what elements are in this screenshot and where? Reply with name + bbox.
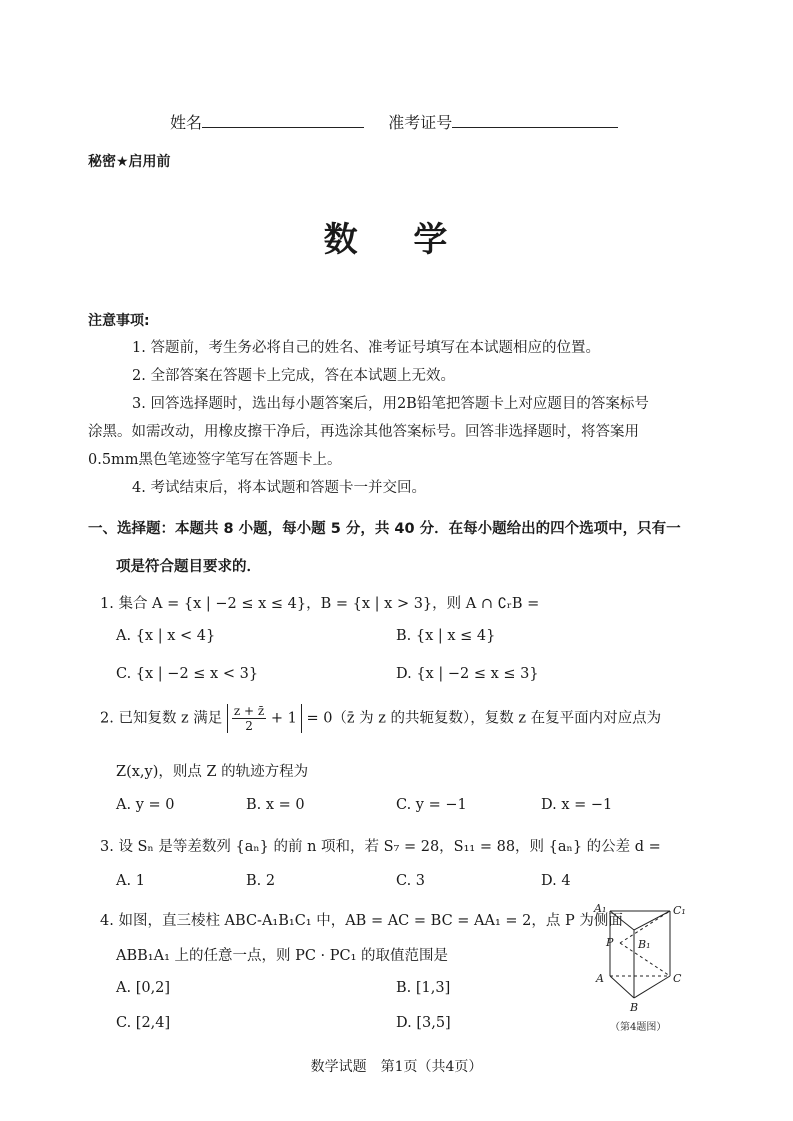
note-item: 4. 考试结束后，将本试题和答题卡一并交回。: [132, 480, 426, 496]
edge-b1c1: [634, 911, 670, 930]
q1-option-d: D. {x | −2 ≤ x ≤ 3}: [396, 666, 539, 682]
note-item: 涂黑。如需改动，用橡皮擦干净后，再选涂其他答案标号。回答非选择题时，将答案用: [88, 424, 639, 440]
question-2-stem: [100, 704, 661, 733]
question-2-stem-line2: Z(x,y)，则点 Z 的轨迹方程为: [116, 764, 309, 780]
notes-block: [88, 334, 698, 502]
q4-option-a: A. [0,2]: [116, 980, 171, 996]
fraction: [232, 704, 266, 733]
q1-option-c: C. {x | −2 ≤ x < 3}: [116, 666, 259, 682]
name-label: 姓名: [170, 113, 203, 132]
q2-plus-one: + 1: [270, 710, 297, 727]
q2-option-c: C. y = −1: [396, 797, 467, 813]
label-b1: B₁: [638, 938, 651, 951]
edge-a1b1: [610, 911, 634, 930]
q1-option-a: A. {x | x < 4}: [116, 628, 216, 644]
exam-id-label: 准考证号: [388, 113, 453, 132]
question-3-stem: 3. 设 Sₙ 是等差数列 {aₙ} 的前 n 项和，若 S₇ = 28，S₁₁ = 88，则 {aₙ} 的公差 d =: [100, 839, 661, 855]
q2-option-b: B. x = 0: [246, 797, 305, 813]
exam-id-blank: [452, 113, 618, 128]
edge-ab: [610, 976, 634, 998]
fraction-denominator: 2: [245, 719, 253, 733]
label-c1: C₁: [673, 904, 686, 917]
notes-heading: 注意事项:: [88, 313, 150, 329]
figure-caption: （第4题图）: [610, 1022, 667, 1033]
page-title: 数 学: [323, 220, 470, 260]
q2-stem-part: 2. 已知复数 z 满足: [100, 710, 223, 727]
q2-stem-rest: = 0（z̄ 为 z 的共轭复数），复数 z 在复平面内对应点为: [306, 710, 662, 727]
label-c: C: [673, 972, 682, 985]
section-heading: 一、选择题：本题共 8 小题，每小题 5 分，共 40 分．在每小题给出的四个选项中，只有一: [88, 521, 681, 537]
q4-option-b: B. [1,3]: [396, 980, 451, 996]
edge-bc: [634, 976, 670, 998]
name-blank: [202, 113, 364, 128]
question-1-stem: 1. 集合 A = {x | −2 ≤ x ≤ 4}，B = {x | x > 3}，则 A ∩ ∁ᵣB =: [100, 596, 540, 612]
question-4-stem: 4. 如图，直三棱柱 ABC-A₁B₁C₁ 中，AB = AC = BC = AA₁ = 2，点 P 为侧面: [100, 913, 623, 929]
section-heading-cont: 项是符合题目要求的．: [116, 559, 261, 575]
q2-option-d: D. x = −1: [541, 797, 613, 813]
q4-option-d: D. [3,5]: [396, 1015, 451, 1031]
question-4-stem-line2: ABB₁A₁ 上的任意一点，则 PC · PC₁ 的取值范围是: [116, 948, 449, 964]
q3-option-d: D. 4: [541, 873, 571, 889]
label-a: A: [596, 972, 604, 985]
note-item: 0.5mm黑色笔迹签字笔写在答题卡上。: [88, 452, 342, 468]
confidential-mark: 秘密★启用前: [88, 154, 171, 170]
note-item: 2. 全部答案在答题卡上完成，答在本试题上无效。: [132, 368, 455, 384]
q2-option-a: A. y = 0: [116, 797, 175, 813]
candidate-info-line: [170, 110, 618, 133]
label-b: B: [630, 1001, 639, 1014]
label-p: P: [606, 936, 614, 949]
note-item: 3. 回答选择题时，选出每小题答案后，用2B铅笔把答题卡上对应题目的答案标号: [132, 396, 649, 412]
page-footer: 数学试题 第1页（共4页）: [310, 1059, 483, 1075]
fraction-numerator: z + z̄: [233, 704, 265, 718]
q4-option-c: C. [2,4]: [116, 1015, 171, 1031]
prism-figure: [590, 898, 700, 1038]
q3-option-b: B. 2: [246, 873, 276, 889]
label-a1: A₁: [594, 902, 607, 915]
note-item: 1. 答题前，考生务必将自己的姓名、准考证号填写在本试题相应的位置。: [132, 340, 600, 356]
abs-value-expr: [227, 704, 302, 733]
q3-option-a: A. 1: [116, 873, 145, 889]
q1-option-b: B. {x | x ≤ 4}: [396, 628, 496, 644]
q3-option-c: C. 3: [396, 873, 426, 889]
